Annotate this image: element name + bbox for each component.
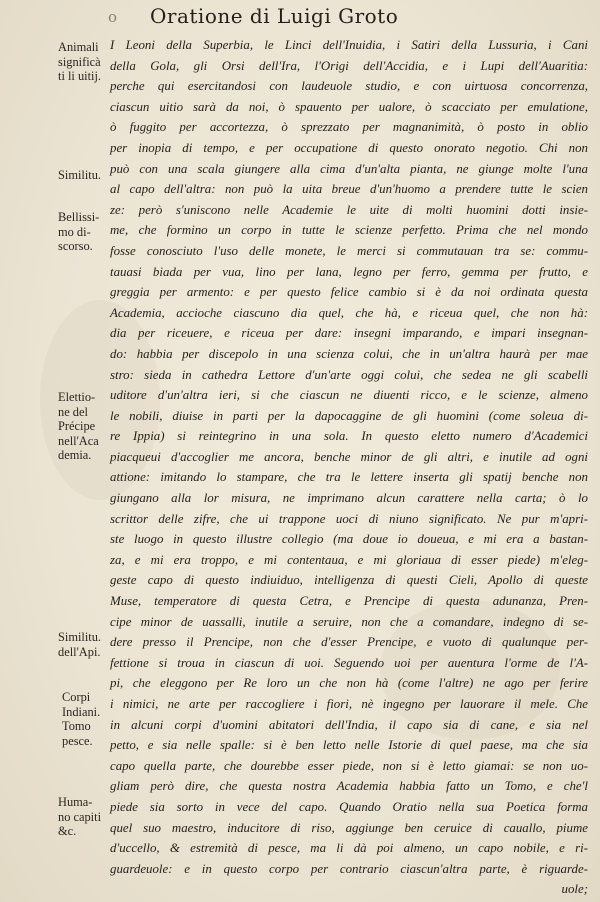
margin-notes: [0, 0, 120, 902]
text-line: ciascun uitio sarà da noi, ò spauento per ualore, ò scacciato per emulatione,: [110, 99, 588, 114]
text-line: re Ippia) si reintegrino in una sola. In questo eletto numero d'Academici: [110, 429, 588, 444]
margin-note: [58, 630, 101, 659]
margin-note: [62, 690, 100, 748]
text-line: scrittor delle zifre, che ui trappone uoci di niuno significato. Ne pur m'apri-: [110, 511, 588, 526]
text-line: stro: sieda in cathedra Lettore d'un'arte oggi colui, che sedea ne gli scabelli: [110, 367, 588, 382]
text-line: pi, che eleggono per Re loro un che non hà (come l'altre) ne ago per ferire: [110, 676, 588, 691]
text-line: geste capo di questo indiuiduo, intelligenza di questi Cieli, Apollo di queste: [110, 573, 588, 588]
margin-note-line: ne del: [58, 404, 88, 419]
margin-note-line: Corpi: [62, 690, 91, 704]
text-line: Academia, accioche ciascuno dia quel, che hà, e riceua quel, che non hà:: [110, 305, 588, 320]
margin-note-line: mo di-: [58, 224, 91, 239]
text-line: giungano alla lor misura, ne imprimano alcun carattere nella carta; ò lo: [110, 491, 588, 506]
text-line: tauasi biada per vua, lino per lana, legno per ferro, gemma per frutto, e: [110, 264, 588, 279]
margin-note-line: pesce.: [62, 733, 93, 748]
text-line: ze: però s'uniscono nelle Academie le uite di molti huomini dotti insie-: [110, 202, 588, 217]
text-line: guardeuole: e in questo corpo per contrario ciascun'altra parte, è riguarde-: [110, 861, 588, 876]
text-line: petto, e sia nelle spalle: si è ben letto nelle Istorie di quel paese, ma che sia: [110, 738, 588, 753]
margin-note-line: Elettio-: [58, 390, 96, 404]
text-line: ste luogo in questo illustre collegio (ma doue io doueua, e mi era a bastan-: [110, 532, 588, 547]
margin-note-line: demia.: [58, 448, 92, 462]
margin-note-line: Précipe: [58, 419, 96, 433]
text-line: me, che formino un corpo in tutte le scienze perfetto. Prima che nel mondo: [110, 223, 588, 238]
text-line: dia per riceuere, e riceua per dare: insegni imparando, e impari insegnan-: [110, 326, 588, 341]
margin-note-line: Tomo: [62, 719, 91, 733]
text-line: d'uccello, & estremità di pesce, ma li dà poi almeno, un capo nobile, e ri-: [110, 841, 588, 856]
margin-note-line: dell'Api.: [58, 644, 101, 659]
margin-note-line: Huma-: [58, 795, 93, 809]
page-number: o: [108, 8, 118, 26]
margin-note-line: Indiani.: [62, 704, 101, 719]
text-line: piacqueui d'accoglier me ancora, benche minor de gli altri, e inutile ad ogni: [110, 449, 588, 464]
text-line: uditore d'un'altra ieri, si che ciascun ne diuenti ricco, e le scienze, almeno: [110, 388, 588, 403]
text-line: capo quella parte, che dourebbe esser piede, non si è letto giamai: se non uo-: [110, 758, 588, 773]
margin-note-line: Animali: [58, 40, 99, 54]
margin-note-line: scorso.: [58, 239, 93, 253]
text-line: uole;: [561, 882, 588, 897]
text-line: za, e mi era troppo, e mi contentaua, e mi gloriaua di esser piede) m'eleg-: [110, 552, 588, 567]
margin-note-line: nell'Aca: [58, 433, 99, 448]
margin-note-line: &c.: [58, 824, 77, 838]
margin-note: [58, 390, 99, 463]
running-head: Oratione di Luigi Groto: [150, 4, 399, 28]
margin-note-line: Bellissi-: [58, 210, 100, 224]
text-line: dere presso il Prencipe, non che d'esser Prencipe, e vuoto di qualunque per-: [110, 635, 588, 650]
text-line: quel suo maestro, inducitore di riso, aggiunge ben ceruice di cauallo, piume: [110, 820, 588, 835]
margin-note-line: no capiti: [58, 809, 102, 824]
text-line: della Gola, gli Orsi dell'Ira, l'Origi dell'Accidia, e i Lupi dell'Auaritia:: [110, 58, 588, 73]
text-line: Muse, temperatore di questa Cetra, e Prencipe di questa adunanza, Pren-: [110, 594, 588, 609]
text-line: attione: imitando lo stampare, che tra le lettere inserta gli spatij benche non: [110, 470, 588, 485]
margin-note: [58, 168, 101, 183]
margin-note-line: ti li uitij.: [58, 69, 102, 83]
text-line: fettione si troua in ciascun di uoi. Seguendo uoi per auentura l'orme de l'A-: [110, 655, 588, 670]
margin-note-line: Similitu.: [58, 630, 102, 644]
text-line: le nobili, diuise in parti per la dapocaggine de gli huomini (come soleua di-: [110, 408, 588, 423]
margin-note: [58, 795, 101, 839]
margin-note-line: Similitu.: [58, 168, 102, 182]
text-line: cipe minor de uassalli, inutile a seruire, non che a comandare, indegno di se-: [110, 614, 588, 629]
text-line: al capo dell'altra: non può la uita breue d'un'huomo a prendere tutte le scien: [110, 182, 588, 197]
text-line: I Leoni della Superbia, le Linci dell'Inuidia, i Satiri della Lussuria, i Cani: [110, 38, 588, 52]
text-line: fosse conosciuto l'uso delle monete, le merci si commutauan tra se: commu-: [110, 243, 588, 258]
text-line: in alcuni corpi d'uomini abitatori dell'India, il capo sia di cane, e sia nel: [110, 717, 588, 732]
text-line: perche qui esercitandosi con laudeuole studio, e con uirtuosa concorrenza,: [110, 79, 588, 94]
text-line: gliam però dire, che questa nostra Academia habbia fatto un Tomo, e che'l: [110, 779, 588, 794]
text-line: i nimici, ne arte per raccogliere i fiori, nè ingegno per lauorare il mele. Che: [110, 697, 588, 711]
margin-note: [58, 40, 101, 84]
text-line: ò fuggito per accortezza, ò sprezzato per magnanimità, ò posto in oblio: [110, 120, 588, 135]
body-text: [110, 35, 588, 900]
text-line: può con una scala giungere alla cima d'un'alta pianta, ne giunge molte l'una: [110, 161, 588, 176]
text-line: piede sia sorto in vece del capo. Quando Oratio nella sua Poetica forma: [110, 799, 588, 814]
margin-note-line: significà: [58, 54, 101, 69]
text-line: greggia per armento: e per questo felice cambio si è da noi ordinata questa: [110, 285, 588, 300]
margin-note: [58, 210, 99, 254]
text-line: per inopia di tempo, e per occupatione di questo onorato negotio. Chi non: [110, 140, 588, 155]
text-line: do: habbia per discepolo in una scienza colui, che in un'altra haurà per mae: [110, 346, 588, 361]
